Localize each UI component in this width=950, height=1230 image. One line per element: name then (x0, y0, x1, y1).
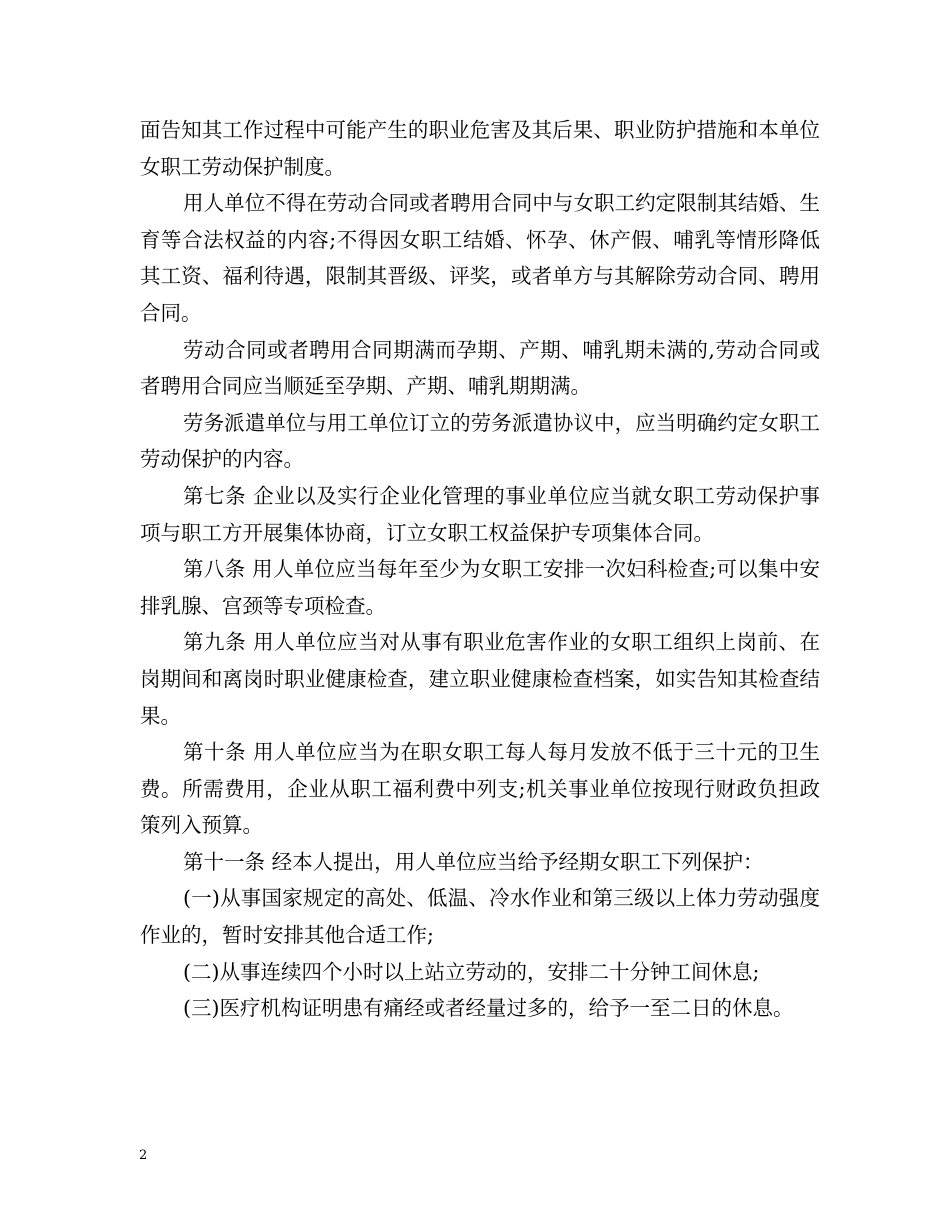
list-item: (三)医疗机构证明患有痛经或者经量过多的，给予一至二日的休息。 (183, 996, 794, 1021)
page-number: 2 (139, 1148, 148, 1163)
article-9-paragraph: 第九条 用人单位应当对从事有职业危害作业的女职工组织上岗前、在岗期间和离岗时职业健康检查，建立职业健康检查档案，如实告知其检查结果。 (140, 630, 820, 728)
article-11-paragraph: 第十一条 经本人提出，用人单位应当给予经期女职工下列保护： (183, 849, 764, 874)
list-item: (二)从事连续四个小时以上站立劳动的，安排二十分钟工间休息; (183, 959, 760, 984)
paragraph: 劳动合同或者聘用合同期满而孕期、产期、哺乳期未满的,劳动合同或者聘用合同应当顺延至孕期、产期、哺乳期期满。 (140, 337, 820, 399)
paragraph: 劳务派遣单位与用工单位订立的劳务派遣协议中，应当明确约定女职工劳动保护的内容。 (140, 410, 820, 472)
article-10-paragraph: 第十条 用人单位应当为在职女职工每人每月发放不低于三十元的卫生费。所需费用，企业从职工福利费中列支;机关事业单位按现行财政负担政策列入预算。 (140, 740, 820, 838)
paragraph: 用人单位不得在劳动合同或者聘用合同中与女职工约定限制其结婚、生育等合法权益的内容;不得因女职工结婚、怀孕、休产假、哺乳等情形降低其工资、福利待遇，限制其晋级、评奖，或者单方与其解除劳动合同、聘用合同。 (140, 191, 820, 325)
article-8-paragraph: 第八条 用人单位应当每年至少为女职工安排一次妇科检查;可以集中安排乳腺、宫颈等专项检查。 (140, 557, 820, 618)
paragraph: 面告知其工作过程中可能产生的职业危害及其后果、职业防护措施和本单位女职工劳动保护制度。 (140, 118, 820, 179)
list-item: (一)从事国家规定的高处、低温、冷水作业和第三级以上体力劳动强度作业的，暂时安排其他合适工作; (140, 886, 820, 948)
document-body (140, 112, 820, 1027)
article-7-paragraph: 第七条 企业以及实行企业化管理的事业单位应当就女职工劳动保护事项与职工方开展集体协商，订立女职工权益保护专项集体合同。 (140, 483, 820, 545)
